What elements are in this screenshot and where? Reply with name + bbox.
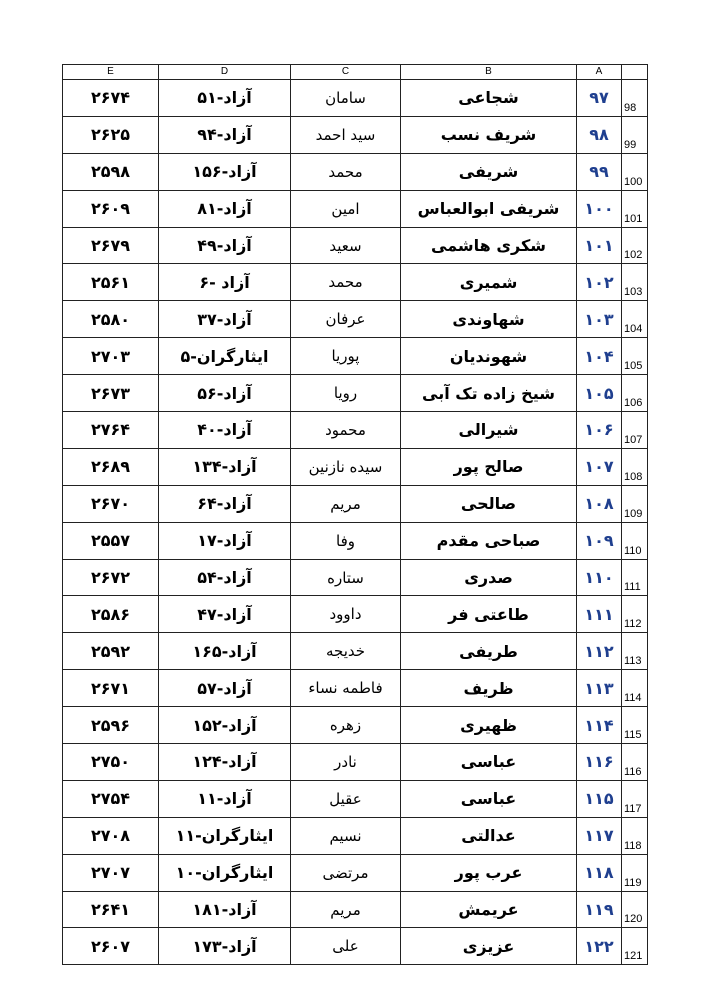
- row-number: 114: [622, 670, 648, 707]
- last-name-cell: طریفی: [401, 633, 577, 670]
- number-cell: ۲۵۸۶: [63, 596, 159, 633]
- table-row: [63, 375, 648, 412]
- row-number: 101: [622, 190, 648, 227]
- row-number: 99: [622, 116, 648, 153]
- column-header-d: D: [159, 65, 291, 80]
- table-row: [63, 522, 648, 559]
- table-row: [63, 80, 648, 117]
- first-name-cell: خدیجه: [291, 633, 401, 670]
- table-row: [63, 448, 648, 485]
- table-row: [63, 670, 648, 707]
- index-cell: ۹۸: [577, 116, 622, 153]
- code-cell: آزاد-۴۹: [159, 227, 291, 264]
- code-cell: آزاد-۱۲۴: [159, 744, 291, 781]
- table-row: [63, 780, 648, 817]
- last-name-cell: شهوندیان: [401, 338, 577, 375]
- code-cell: ایثارگران-۱۱: [159, 817, 291, 854]
- code-cell: آزاد-۶۴: [159, 485, 291, 522]
- number-cell: ۲۷۰۷: [63, 854, 159, 891]
- index-cell: ۱۱۹: [577, 891, 622, 928]
- table-row: [63, 891, 648, 928]
- first-name-cell: مریم: [291, 485, 401, 522]
- index-cell: ۱۰۴: [577, 338, 622, 375]
- column-header-c: C: [291, 65, 401, 80]
- number-cell: ۲۶۷۱: [63, 670, 159, 707]
- row-number: 108: [622, 448, 648, 485]
- first-name-cell: سیده نازنین: [291, 448, 401, 485]
- row-number: 104: [622, 301, 648, 338]
- row-number: 103: [622, 264, 648, 301]
- first-name-cell: مریم: [291, 891, 401, 928]
- index-cell: ۱۱۵: [577, 780, 622, 817]
- last-name-cell: شیرالی: [401, 412, 577, 449]
- number-cell: ۲۷۰۳: [63, 338, 159, 375]
- number-cell: ۲۶۰۹: [63, 190, 159, 227]
- row-number: 110: [622, 522, 648, 559]
- row-number: 120: [622, 891, 648, 928]
- row-number: 100: [622, 153, 648, 190]
- last-name-cell: شمیری: [401, 264, 577, 301]
- code-cell: آزاد-۴۷: [159, 596, 291, 633]
- last-name-cell: شکری هاشمی: [401, 227, 577, 264]
- table-row: [63, 928, 648, 965]
- code-cell: آزاد-۵۷: [159, 670, 291, 707]
- last-name-cell: شجاعی: [401, 80, 577, 117]
- row-number: 116: [622, 744, 648, 781]
- last-name-cell: صالحی: [401, 485, 577, 522]
- index-cell: ۹۷: [577, 80, 622, 117]
- code-cell: آزاد -۶: [159, 264, 291, 301]
- row-number-header: [622, 65, 648, 80]
- column-header-e: E: [63, 65, 159, 80]
- first-name-cell: سید احمد: [291, 116, 401, 153]
- number-cell: ۲۷۶۴: [63, 412, 159, 449]
- index-cell: ۱۰۳: [577, 301, 622, 338]
- code-cell: آزاد-۱۱: [159, 780, 291, 817]
- code-cell: آزاد-۵۱: [159, 80, 291, 117]
- code-cell: آزاد-۱۵۲: [159, 707, 291, 744]
- last-name-cell: صباحی مقدم: [401, 522, 577, 559]
- row-number: 106: [622, 375, 648, 412]
- number-cell: ۲۶۲۵: [63, 116, 159, 153]
- row-number: 115: [622, 707, 648, 744]
- number-cell: ۲۶۸۹: [63, 448, 159, 485]
- number-cell: ۲۶۷۲: [63, 559, 159, 596]
- number-cell: ۲۵۵۷: [63, 522, 159, 559]
- row-number: 107: [622, 412, 648, 449]
- first-name-cell: سامان: [291, 80, 401, 117]
- first-name-cell: ستاره: [291, 559, 401, 596]
- number-cell: ۲۷۵۰: [63, 744, 159, 781]
- index-cell: ۱۰۷: [577, 448, 622, 485]
- index-cell: ۱۱۸: [577, 854, 622, 891]
- last-name-cell: طاعتی فر: [401, 596, 577, 633]
- code-cell: آزاد-۱۷: [159, 522, 291, 559]
- column-header-a: A: [577, 65, 622, 80]
- last-name-cell: شهاوندی: [401, 301, 577, 338]
- first-name-cell: زهره: [291, 707, 401, 744]
- table-row: [63, 633, 648, 670]
- first-name-cell: محمد: [291, 264, 401, 301]
- table-row: [63, 227, 648, 264]
- last-name-cell: شریفی ابوالعباس: [401, 190, 577, 227]
- first-name-cell: مرتضی: [291, 854, 401, 891]
- table-body: [63, 80, 648, 965]
- first-name-cell: نسیم: [291, 817, 401, 854]
- index-cell: ۱۰۲: [577, 264, 622, 301]
- row-number: 113: [622, 633, 648, 670]
- table-row: [63, 596, 648, 633]
- first-name-cell: محمود: [291, 412, 401, 449]
- index-cell: ۱۲۲: [577, 928, 622, 965]
- first-name-cell: داوود: [291, 596, 401, 633]
- column-header-row: [63, 65, 648, 80]
- row-number: 98: [622, 80, 648, 117]
- table-row: [63, 707, 648, 744]
- column-header-b: B: [401, 65, 577, 80]
- first-name-cell: نادر: [291, 744, 401, 781]
- last-name-cell: شریف نسب: [401, 116, 577, 153]
- number-cell: ۲۶۷۳: [63, 375, 159, 412]
- number-cell: ۲۵۶۱: [63, 264, 159, 301]
- number-cell: ۲۵۸۰: [63, 301, 159, 338]
- table-row: [63, 153, 648, 190]
- last-name-cell: عرب پور: [401, 854, 577, 891]
- code-cell: آزاد-۱۳۴: [159, 448, 291, 485]
- first-name-cell: پوریا: [291, 338, 401, 375]
- code-cell: آزاد-۵۶: [159, 375, 291, 412]
- row-number: 117: [622, 780, 648, 817]
- code-cell: آزاد-۸۱: [159, 190, 291, 227]
- code-cell: آزاد-۹۴: [159, 116, 291, 153]
- table-row: [63, 744, 648, 781]
- last-name-cell: عباسی: [401, 780, 577, 817]
- first-name-cell: فاطمه نساء: [291, 670, 401, 707]
- table-row: [63, 817, 648, 854]
- index-cell: ۱۱۱: [577, 596, 622, 633]
- last-name-cell: صالح پور: [401, 448, 577, 485]
- number-cell: ۲۵۹۲: [63, 633, 159, 670]
- code-cell: آزاد-۱۶۵: [159, 633, 291, 670]
- index-cell: ۱۱۷: [577, 817, 622, 854]
- table-row: [63, 412, 648, 449]
- row-number: 112: [622, 596, 648, 633]
- last-name-cell: عزیزی: [401, 928, 577, 965]
- first-name-cell: امین: [291, 190, 401, 227]
- code-cell: آزاد-۵۴: [159, 559, 291, 596]
- index-cell: ۱۱۲: [577, 633, 622, 670]
- last-name-cell: ظهیری: [401, 707, 577, 744]
- last-name-cell: عباسی: [401, 744, 577, 781]
- table-row: [63, 485, 648, 522]
- code-cell: آزاد-۱۷۳: [159, 928, 291, 965]
- number-cell: ۲۶۷۴: [63, 80, 159, 117]
- table-row: [63, 116, 648, 153]
- number-cell: ۲۵۹۸: [63, 153, 159, 190]
- index-cell: ۱۰۸: [577, 485, 622, 522]
- number-cell: ۲۶۷۹: [63, 227, 159, 264]
- number-cell: ۲۷۰۸: [63, 817, 159, 854]
- row-number: 119: [622, 854, 648, 891]
- first-name-cell: رویا: [291, 375, 401, 412]
- index-cell: ۱۱۳: [577, 670, 622, 707]
- row-number: 109: [622, 485, 648, 522]
- spreadsheet-printout: [62, 64, 647, 965]
- first-name-cell: علی: [291, 928, 401, 965]
- first-name-cell: سعید: [291, 227, 401, 264]
- table-row: [63, 190, 648, 227]
- code-cell: ایثارگران-۵: [159, 338, 291, 375]
- number-cell: ۲۶۴۱: [63, 891, 159, 928]
- first-name-cell: عقیل: [291, 780, 401, 817]
- index-cell: ۱۱۴: [577, 707, 622, 744]
- first-name-cell: عرفان: [291, 301, 401, 338]
- code-cell: ایثارگران-۱۰: [159, 854, 291, 891]
- row-number: 105: [622, 338, 648, 375]
- code-cell: آزاد-۳۷: [159, 301, 291, 338]
- last-name-cell: صدری: [401, 559, 577, 596]
- index-cell: ۹۹: [577, 153, 622, 190]
- data-table: [62, 64, 648, 965]
- table-row: [63, 559, 648, 596]
- first-name-cell: محمد: [291, 153, 401, 190]
- table-row: [63, 854, 648, 891]
- index-cell: ۱۰۹: [577, 522, 622, 559]
- last-name-cell: ظریف: [401, 670, 577, 707]
- code-cell: آزاد-۴۰: [159, 412, 291, 449]
- last-name-cell: عریمش: [401, 891, 577, 928]
- row-number: 121: [622, 928, 648, 965]
- index-cell: ۱۰۰: [577, 190, 622, 227]
- number-cell: ۲۶۰۷: [63, 928, 159, 965]
- index-cell: ۱۱۰: [577, 559, 622, 596]
- last-name-cell: شریفی: [401, 153, 577, 190]
- table-row: [63, 301, 648, 338]
- table-row: [63, 338, 648, 375]
- table-row: [63, 264, 648, 301]
- number-cell: ۲۷۵۴: [63, 780, 159, 817]
- index-cell: ۱۰۵: [577, 375, 622, 412]
- last-name-cell: شیخ زاده تک آبی: [401, 375, 577, 412]
- code-cell: آزاد-۱۵۶: [159, 153, 291, 190]
- code-cell: آزاد-۱۸۱: [159, 891, 291, 928]
- last-name-cell: عدالتی: [401, 817, 577, 854]
- row-number: 102: [622, 227, 648, 264]
- row-number: 111: [622, 559, 648, 596]
- index-cell: ۱۰۶: [577, 412, 622, 449]
- number-cell: ۲۶۷۰: [63, 485, 159, 522]
- index-cell: ۱۰۱: [577, 227, 622, 264]
- index-cell: ۱۱۶: [577, 744, 622, 781]
- row-number: 118: [622, 817, 648, 854]
- first-name-cell: وفا: [291, 522, 401, 559]
- number-cell: ۲۵۹۶: [63, 707, 159, 744]
